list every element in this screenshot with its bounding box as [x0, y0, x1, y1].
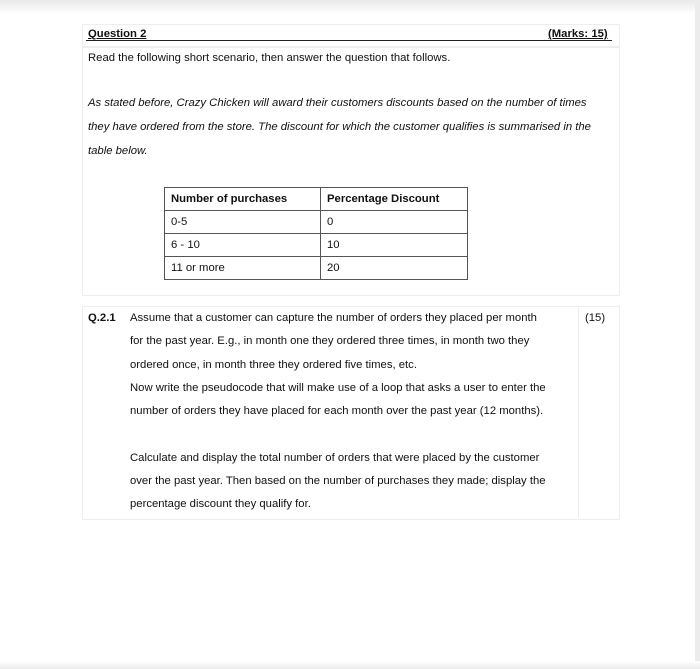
subquestion-line-5: number of orders they have placed for each month over the past year (12 months). [130, 405, 544, 417]
subquestion-marks: (15) [585, 312, 606, 324]
subquestion-number: Q.2.1 [88, 312, 116, 324]
scenario-line-2: they have ordered from the store. The discount for which the customer qualifies is summarised in the [88, 121, 591, 133]
purchases-cell: 0-5 [165, 211, 321, 234]
subquestion-line-6: Calculate and display the total number of orders that were placed by the customer [130, 452, 540, 464]
subquestion-line-1: Assume that a customer can capture the number of orders they placed per month [130, 312, 537, 324]
subquestion-line-7: over the past year. Then based on the number of purchases they made; display the [130, 475, 546, 487]
subquestion-line-8: percentage discount they qualify for. [130, 498, 311, 510]
subquestion-line-3: ordered once, in month three they ordered five times, etc. [130, 359, 417, 371]
header-percentage-discount: Percentage Discount [321, 188, 468, 211]
table-row [165, 211, 468, 234]
header-number-of-purchases: Number of purchases [165, 188, 321, 211]
title-underline-rule [86, 40, 612, 41]
purchases-cell: 11 or more [165, 257, 321, 280]
header-cell-outline [82, 24, 620, 48]
question-title: Question 2 [88, 28, 147, 40]
discount-cell: 0 [321, 211, 468, 234]
purchases-cell: 6 - 10 [165, 234, 321, 257]
table-header-row [165, 188, 468, 211]
scenario-line-1: As stated before, Crazy Chicken will award their customers discounts based on the number of times [88, 97, 587, 109]
question-marks: (Marks: 15) [548, 28, 608, 40]
scenario-line-3: table below. [88, 145, 148, 157]
instruction-text: Read the following short scenario, then answer the question that follows. [88, 52, 451, 64]
discount-table [164, 187, 468, 280]
table-row [165, 257, 468, 280]
subquestion-line-4: Now write the pseudocode that will make use of a loop that asks a user to enter the [130, 382, 546, 394]
discount-cell: 10 [321, 234, 468, 257]
marks-column-divider [578, 306, 579, 518]
subquestion-line-2: for the past year. E.g., in month one they ordered three times, in month two they [130, 335, 530, 347]
discount-cell: 20 [321, 257, 468, 280]
table-row [165, 234, 468, 257]
